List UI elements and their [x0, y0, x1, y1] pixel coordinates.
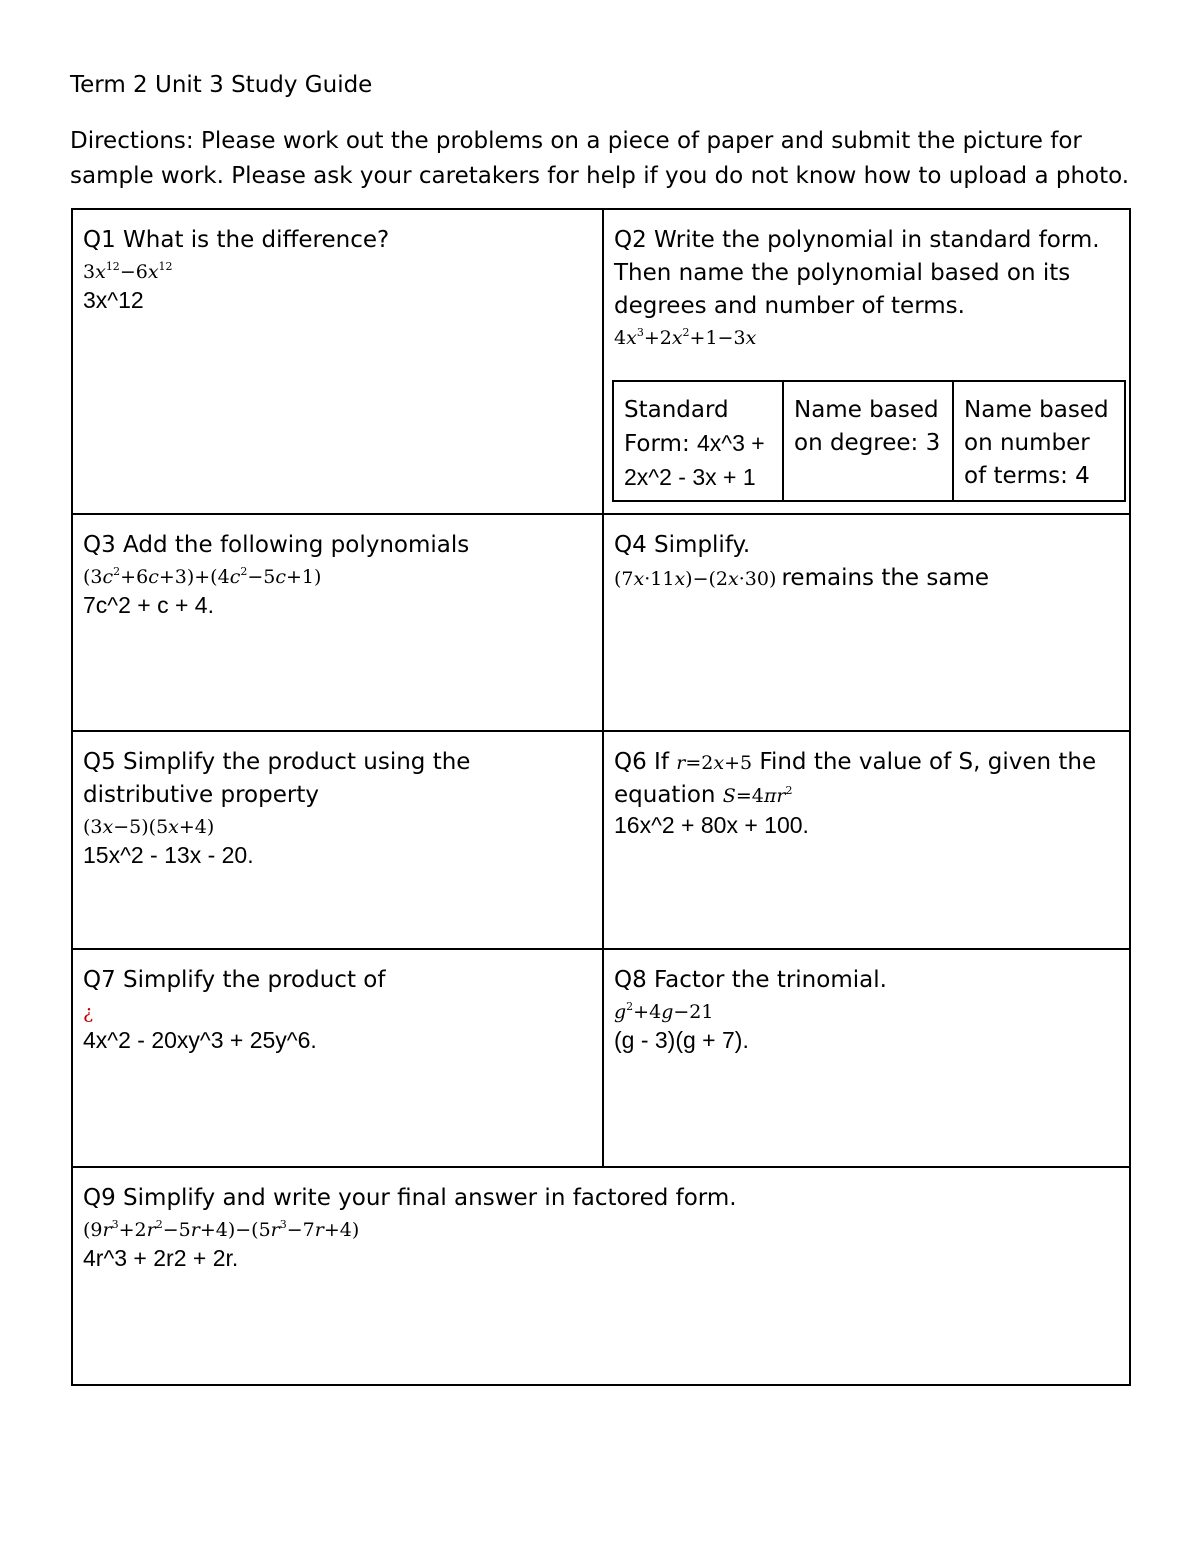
terms-name-value: 4	[1075, 463, 1090, 489]
q1-cell	[73, 210, 602, 513]
q5-question-line2: distributive property	[83, 782, 319, 808]
standard-form-cell	[614, 382, 784, 500]
q8-question: Q8 Factor the trinomial.	[614, 967, 887, 993]
q7-question: Q7 Simplify the product of	[83, 967, 386, 993]
q5-answer: 15x^2 - 13x - 20.	[83, 842, 254, 868]
degree-name-label: Name based on degree:	[794, 397, 939, 456]
terms-name-cell	[954, 382, 1124, 500]
q1-expression: $3x^{12}-6x^{12}$	[83, 260, 173, 283]
q3-question: Q3 Add the following polynomials	[83, 532, 470, 558]
q9-answer: 4r^3 + 2r2 + 2r.	[83, 1245, 239, 1271]
q5-expression: (3x−5)(5x+4)	[83, 816, 215, 838]
q2-expression: $4x^3+2x^2+1-3x$	[614, 326, 757, 349]
q2-answer-table	[612, 380, 1126, 502]
q9-expression: $(9r^3+2r^2-5r+4)-(5r^3-7r+4)$	[83, 1218, 360, 1241]
q4-expression-line	[614, 562, 1119, 595]
q6-s-equation: $S=4\pi r^2$	[722, 784, 793, 807]
q3-cell	[73, 515, 602, 730]
q6-question	[614, 746, 1119, 812]
q2-cell	[604, 210, 1129, 513]
q9-cell	[73, 1168, 1129, 1384]
q6-middle: Find the value of S, given the equation	[614, 749, 1097, 808]
q8-cell	[604, 950, 1129, 1166]
q8-expression: $g^2+4g-21$	[614, 1000, 714, 1023]
degree-name-value: 3	[925, 430, 941, 456]
standard-form-label: Standard Form:	[624, 397, 729, 457]
q5-cell	[73, 732, 602, 948]
document-title: Term 2 Unit 3 Study Guide	[70, 72, 373, 98]
q4-question: Q4 Simplify.	[614, 532, 751, 558]
q4-answer: remains the same	[781, 565, 990, 591]
q7-expression-glyph: ¿	[83, 1001, 94, 1023]
degree-name-cell	[784, 382, 954, 500]
q6-answer: 16x^2 + 80x + 100.	[614, 812, 809, 838]
directions-text: Directions: Please work out the problems on a piece of paper and submit the picture for sample work. Please ask your caretakers for help if you do not know how to upload a photo.	[70, 128, 1130, 189]
q5-question-line1: Q5 Simplify the product using the	[83, 749, 471, 775]
q4-expression: (7x·11x)−(2x·30)	[614, 568, 777, 590]
q3-expression: $(3c^2+6c+3)+(4c^2-5c+1)$	[83, 565, 322, 588]
q1-answer: 3x^12	[83, 287, 144, 313]
q7-answer: 4x^2 - 20xy^3 + 25y^6.	[83, 1027, 317, 1053]
q7-cell	[73, 950, 602, 1166]
standard-form-value: 4x^3 + 2x^2 - 3x + 1	[624, 430, 765, 490]
q6-r-equation: r=2x+5	[676, 752, 753, 774]
q2-question: Q2 Write the polynomial in standard form. Then name the polynomial based on its degrees and number of terms.	[614, 227, 1100, 319]
q3-answer: 7c^2 + c + 4.	[83, 592, 214, 618]
q8-answer: (g - 3)(g + 7).	[614, 1027, 749, 1053]
q6-cell	[604, 732, 1129, 948]
q9-question: Q9 Simplify and write your final answer in factored form.	[83, 1185, 737, 1211]
question-grid	[71, 208, 1131, 1386]
q4-cell	[604, 515, 1129, 730]
q1-question: Q1 What is the difference?	[83, 227, 390, 253]
terms-name-label: Name based on number of terms:	[964, 397, 1109, 489]
q6-prefix: Q6 If	[614, 749, 677, 775]
